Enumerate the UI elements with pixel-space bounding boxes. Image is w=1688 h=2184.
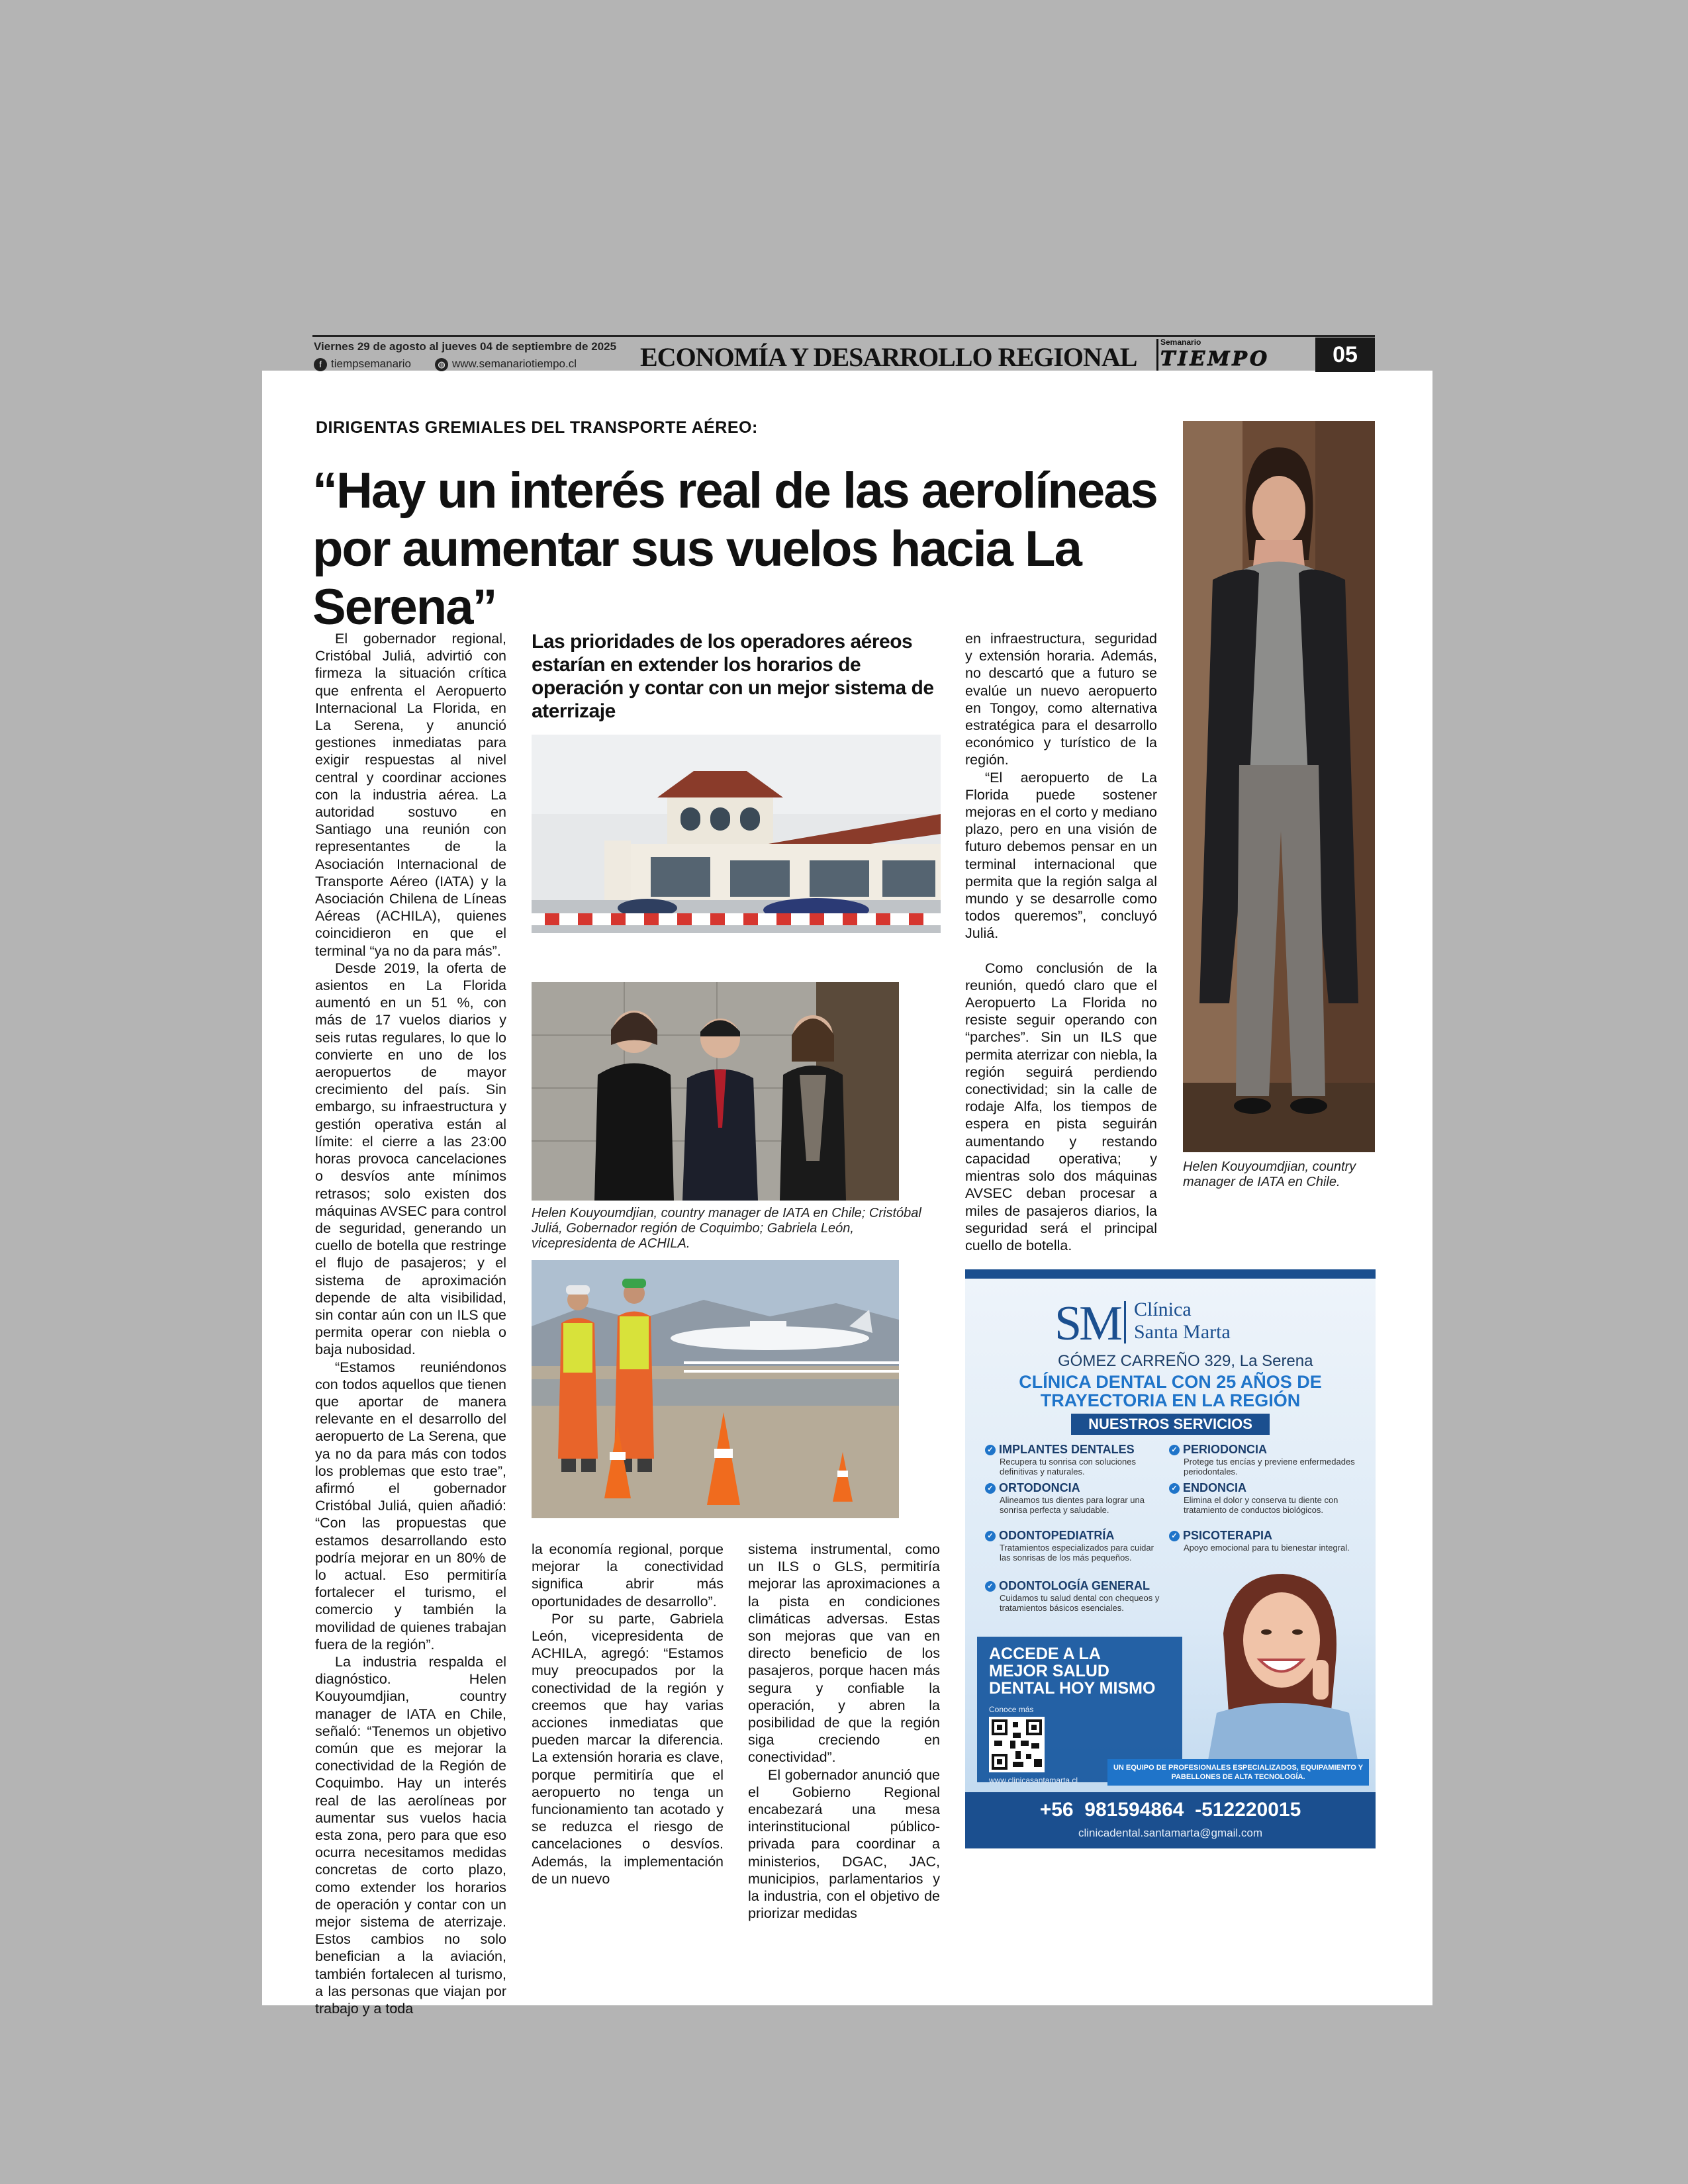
service-psicoterapia <box>1169 1529 1361 1553</box>
check-icon: ✓ <box>985 1483 996 1494</box>
check-icon: ✓ <box>1169 1483 1180 1494</box>
paragraph: en infraestructura, seguridad y extensión horaria. Además, no descartó que a futuro se evalúe un nuevo aeropuerto en Tongoy, como alternativa estratégica para el desarrollo económico y turístico de la región. <box>965 631 1157 768</box>
check-icon: ✓ <box>985 1445 996 1455</box>
team-note: UN EQUIPO DE PROFESIONALES ESPECIALIZADOS, EQUIPAMIENTO Y PABELLONES DE ALTA TECNOLOGÍA. <box>1107 1759 1369 1786</box>
article-column-4 <box>965 630 1157 1254</box>
service-desc: Tratamientos especializados para cuidar las sonrisas de los más pequeños. <box>1000 1543 1154 1563</box>
article-column-1 <box>315 630 506 2017</box>
paragraph: Como conclusión de la reunión, quedó claro que el Aeropuerto La Florida no resiste seguir operando con “parches”. Sin un ILS que permita aterrizar con niebla, la región seguirá perdiendo conectividad; sin la calle de rodaje Alfa, los tiempos de espera en pista seguirán aumentando y restando capacidad operativa; y mientras solo dos máquinas AVSEC deban procesar a miles de pasajeros diarios, la seguridad será el principal cuello de botella. <box>965 960 1157 1253</box>
service-desc: Alineamos tus dientes para lograr una sonrisa perfecta y saludable. <box>1000 1495 1145 1515</box>
ad-headline: CLÍNICA DENTAL CON 25 AÑOS DE TRAYECTORIA EN LA REGIÓN <box>1019 1372 1322 1410</box>
check-icon: ✓ <box>1169 1531 1180 1541</box>
service-ortodoncia <box>985 1481 1164 1515</box>
service-desc: Elimina el dolor y conserva tu diente con tratamiento de conductos biológicos. <box>1184 1495 1338 1515</box>
clinic-phone[interactable]: +56 981594864 -512220015 <box>1039 1799 1301 1821</box>
facebook-link[interactable] <box>314 357 411 371</box>
facebook-icon: f <box>314 358 327 371</box>
group-photo <box>532 982 899 1201</box>
airport-workers-photo <box>532 1260 899 1518</box>
issue-date: Viernes 29 de agosto al jueves 04 de septiembre de 2025 <box>314 340 617 353</box>
paragraph: “El aeropuerto de La Florida puede sostener mejoras en el corto y mediano plazo, pero en una visión de futuro debemos pensar en un terminal internacional que permita que la región salga al mundo y se desarrolle como todos queremos”, concluyó Juliá. <box>965 769 1157 942</box>
logo-divider <box>1124 1301 1126 1343</box>
service-implantes <box>985 1443 1164 1477</box>
service-title: ODONTOLOGÍA GENERAL <box>999 1579 1150 1592</box>
service-title: ENDONCIA <box>1183 1481 1247 1494</box>
service-odontopediatria <box>985 1529 1164 1563</box>
qr-code-graphic <box>989 1717 1045 1772</box>
airport-terminal-illustration <box>532 735 941 933</box>
brand-name: TIEMPO <box>1160 347 1270 371</box>
smiling-woman-illustration <box>1184 1561 1376 1786</box>
portrait-illustration <box>1183 421 1375 1152</box>
cta-small: Conoce más <box>989 1705 1034 1714</box>
smiling-woman-image <box>1184 1561 1376 1786</box>
paragraph: El gobernador regional, Cristóbal Juliá, advirtió con firmeza la situación crítica que enfrenta el Aeropuerto Internacional La Florida, en La Serena, y anunció gestiones inmediatas para exigir respuestas al nivel central y coordinar acciones con la industria aérea. La autoridad sostuvo en Santiago una reunión con representantes de la Asociación Internacional de Transporte Aéreo (IATA) y la Asociación Chilena de Líneas Aéreas (ACHILA), quienes coincidieron en que el terminal “ya no da para más”. <box>315 631 506 959</box>
article-kicker: DIRIGENTAS GREMIALES DEL TRANSPORTE AÉREO: <box>316 418 758 437</box>
services-title: NUESTROS SERVICIOS <box>1071 1414 1270 1435</box>
article-column-3 <box>748 1541 940 1922</box>
clinic-logo-mark: SM <box>1055 1297 1120 1351</box>
service-title: PSICOTERAPIA <box>1183 1529 1273 1542</box>
clinic-name-line2: Santa Marta <box>1134 1321 1231 1343</box>
globe-icon: ◍ <box>435 358 448 371</box>
brand-logo <box>1156 338 1295 372</box>
page-number: 05 <box>1315 338 1375 372</box>
group-photo-caption: Helen Kouyoumdjian, country manager de IATA en Chile; Cristóbal Juliá, Gobernador región de Coquimbo; Gabriela León, vicepresidenta de ACHILA. <box>532 1206 921 1251</box>
service-title: ORTODONCIA <box>999 1481 1080 1494</box>
check-icon: ✓ <box>1169 1445 1180 1455</box>
page-header <box>312 335 1375 375</box>
paragraph: la economía regional, porque mejorar la conectividad significa abrir más oportunidades de desarrollo”. <box>532 1541 724 1610</box>
clinic-name-line1: Clínica <box>1134 1298 1192 1320</box>
clinic-address: GÓMEZ CARREÑO 329, La Serena <box>1058 1352 1313 1370</box>
paragraph: La industria respalda el diagnóstico. Helen Kouyoumdjian, country manager de IATA en Chile, señaló: “Tenemos un objetivo común que es mejorar la conectividad de la Región de Coquimbo. Hay un interés real de las aerolíneas por aumentar sus vuelos hacia esta zona, pero para que eso ocurra necesitamos medidas concretas de corto plazo, como extender los horarios de operación y contar con un mejor sistema de aterrizaje. Estos cambios no solo benefician a la aviación, también fortalecen al turismo, a las personas que viajan por trabajo y a toda <box>315 1653 506 2017</box>
facebook-handle: tiempsemanario <box>331 357 411 370</box>
check-icon: ✓ <box>985 1581 996 1592</box>
clinic-advertisement[interactable] <box>965 1269 1376 1848</box>
article-headline: “Hay un interés real de las aerolíneas por aumentar sus vuelos hacia La Serena” <box>312 463 1157 635</box>
service-title: PERIODONCIA <box>1183 1443 1268 1456</box>
portrait-caption: Helen Kouyoumdjian, country manager de IATA en Chile. <box>1183 1160 1356 1189</box>
ad-top-bar <box>965 1269 1376 1279</box>
brand-small: Semanario <box>1160 338 1201 347</box>
header-top-rule <box>312 335 1375 337</box>
group-photo-illustration <box>532 982 899 1201</box>
service-desc: Recupera tu sonrisa con soluciones definitivas y naturales. <box>1000 1457 1136 1477</box>
cta-text: ACCEDE A LA MEJOR SALUD DENTAL HOY MISMO <box>989 1645 1156 1698</box>
website-link[interactable] <box>435 357 577 371</box>
check-icon: ✓ <box>985 1531 996 1541</box>
service-odontologia-general <box>985 1579 1164 1613</box>
article-subhead: Las prioridades de los operadores aéreos estarían en extender los horarios de operación y contar con un mejor sistema de aterrizaje <box>532 631 934 722</box>
paragraph: Por su parte, Gabriela León, vicepresidenta de ACHILA, agregó: “Estamos muy preocupados por la conectividad de la región y creemos que hay varias acciones inmediatas que pueden marcar la diferencia. La extensión horaria es clave, porque permitiría que el aeropuerto no tenga un funcionamiento tan acotado y se reduzca el riesgo de cancelaciones o desvíos. Además, la implementación de un nuevo <box>532 1610 724 1887</box>
paragraph: El gobernador anunció que el Gobierno Regional encabezará una mesa interinstitucional público-privada para coordinar a ministerios, DGAC, JAC, municipios, parlamentarios y la industria, con el objetivo de priorizar medidas <box>748 1766 940 1922</box>
airport-workers-illustration <box>532 1260 899 1518</box>
brand-divider <box>1156 339 1158 371</box>
service-desc: Apoyo emocional para tu bienestar integral. <box>1184 1543 1350 1553</box>
paragraph: “Estamos reuniéndonos con todos aquellos que tienen que aportar de manera relevante en el desarrollo del aeropuerto de La Serena, que ya no da para más con todos los problemas que esto trae”, afirmó el gobernador Cristóbal Juliá, quien añadió: “Con las propuestas que estamos desarrollando esto podría mejorar en un 80% de lo actual. Eso permitiría fortalecer el turismo, el comercio y también la movilidad de quienes trabajan fuera de la región”. <box>315 1359 506 1653</box>
clinic-website[interactable]: www.clinicasantamarta.cl <box>989 1776 1078 1785</box>
airport-terminal-photo <box>532 735 941 933</box>
service-desc: Cuidamos tu salud dental con chequeos y tratamientos básicos esenciales. <box>1000 1593 1160 1613</box>
service-endoncia <box>1169 1481 1361 1515</box>
clinic-email[interactable]: clinicadental.santamarta@gmail.com <box>1078 1827 1263 1839</box>
website-text: www.semanariotiempo.cl <box>452 357 577 370</box>
qr-code-icon[interactable] <box>989 1717 1045 1772</box>
portrait-photo <box>1183 421 1375 1152</box>
paragraph: Desde 2019, la oferta de asientos en La Florida aumentó en un 51 %, con más de 17 vuelos diarios y seis rutas regulares, lo que lo convierte en uno de los aeropuertos de mayor crecimiento del país. Sin embargo, su infraestructura y gestión operativa están al límite: el cierre a las 23:00 horas provoca cancelaciones o desvíos ante mínimos retrasos; solo existen dos máquinas AVSEC para control de seguridad, generando un cuello de botella que restringe el flujo de pasajeros; y el sistema de aproximación depende de alta visibilidad, sin contar aún con un ILS que permita operar con niebla o baja nubosidad. <box>315 960 506 1358</box>
service-title: IMPLANTES DENTALES <box>999 1443 1135 1456</box>
service-title: ODONTOPEDIATRÍA <box>999 1529 1115 1542</box>
section-title: ECONOMÍA Y DESARROLLO REGIONAL <box>640 342 1137 372</box>
service-desc: Protege tus encías y previene enfermedades periodontales. <box>1184 1457 1355 1477</box>
article-column-2 <box>532 1541 724 1888</box>
service-periodoncia <box>1169 1443 1361 1477</box>
paragraph: sistema instrumental, como un ILS o GLS, permitiría mejorar las aproximaciones a la pista en condiciones climáticas adversas. Estas son mejoras que van en directo beneficio de los pasajeros, porque hacen más segura y confiable la operación, y abren la posibilidad de que la región siga creciendo en conectividad”. <box>748 1541 940 1766</box>
